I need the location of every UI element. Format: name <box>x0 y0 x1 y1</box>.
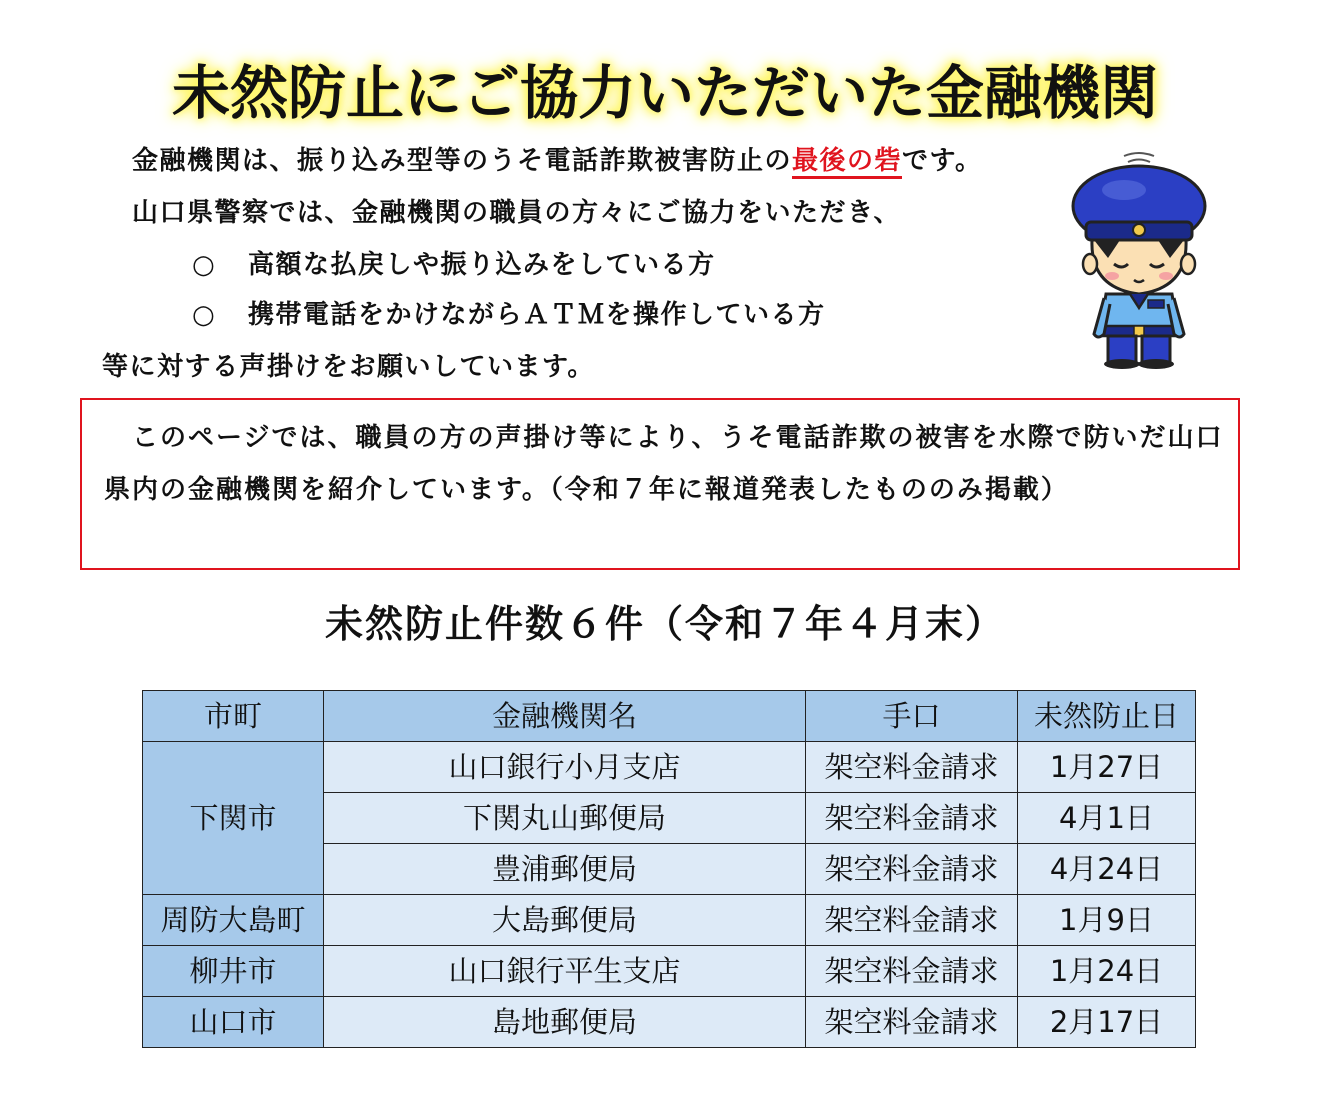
cell-date: 4月24日 <box>1018 844 1196 895</box>
cell-method: 架空料金請求 <box>806 895 1018 946</box>
prevention-table <box>142 690 1196 1048</box>
cell-method: 架空料金請求 <box>806 844 1018 895</box>
cell-city: 周防大島町 <box>143 895 324 946</box>
cell-bank: 下関丸山郵便局 <box>324 793 806 844</box>
bullet-text-1: 高額な払戻しや振り込みをしている方 <box>248 250 716 280</box>
header-method: 手口 <box>806 691 1018 742</box>
header-date: 未然防止日 <box>1018 691 1196 742</box>
bullet-circle-icon: ○ <box>192 250 217 280</box>
intro-line-5: 等に対する声掛けをお願いしています。 <box>102 352 595 382</box>
cell-bank: 大島郵便局 <box>324 895 806 946</box>
cell-date: 1月24日 <box>1018 946 1196 997</box>
intro-line-2: 山口県警察では、金融機関の職員の方々にご協力をいただき、 <box>132 198 901 228</box>
prevention-count-heading: 未然防止件数６件（令和７年４月末） <box>324 602 1005 646</box>
cell-date: 4月1日 <box>1018 793 1196 844</box>
intro-line-1 <box>132 144 982 178</box>
table-row <box>143 997 1196 1048</box>
bullet-item-1 <box>192 248 716 282</box>
cell-date: 1月9日 <box>1018 895 1196 946</box>
highlight-last-fortress: 最後の砦 <box>792 146 902 179</box>
cell-city: 柳井市 <box>143 946 324 997</box>
cell-bank: 山口銀行平生支店 <box>324 946 806 997</box>
header-bank: 金融機関名 <box>324 691 806 742</box>
intro-line-1-post: です。 <box>902 146 983 176</box>
cell-method: 架空料金請求 <box>806 997 1018 1048</box>
intro-line-1-pre: 金融機関は、振り込み型等のうそ電話詐欺被害防止の <box>132 146 793 176</box>
cell-date: 1月27日 <box>1018 742 1196 793</box>
bullet-circle-icon: ○ <box>192 300 217 330</box>
page-title: 未然防止にご協力いただいた金融機関 <box>171 59 1158 127</box>
header-city: 市町 <box>143 691 324 742</box>
bullet-item-2 <box>192 298 826 332</box>
cell-method: 架空料金請求 <box>806 946 1018 997</box>
cell-bank: 豊浦郵便局 <box>324 844 806 895</box>
cell-date: 2月17日 <box>1018 997 1196 1048</box>
cell-city: 下関市 <box>143 742 324 895</box>
table-row <box>143 946 1196 997</box>
notice-text: このページでは、職員の方の声掛け等により、うそ電話詐欺の被害を水際で防いだ山口県内の金融機関を紹介しています。（令和７年に報道発表したもののみ掲載） <box>104 423 1224 505</box>
cell-bank: 島地郵便局 <box>324 997 806 1048</box>
cell-method: 架空料金請求 <box>806 793 1018 844</box>
table-row <box>143 742 1196 793</box>
cell-city: 山口市 <box>143 997 324 1048</box>
police-officer-mascot-icon <box>1064 148 1214 370</box>
cell-method: 架空料金請求 <box>806 742 1018 793</box>
table-row <box>143 895 1196 946</box>
bullet-text-2: 携帯電話をかけながらＡＴＭを操作している方 <box>248 300 826 330</box>
notice-box <box>80 398 1240 570</box>
table-header-row <box>143 691 1196 742</box>
cell-bank: 山口銀行小月支店 <box>324 742 806 793</box>
